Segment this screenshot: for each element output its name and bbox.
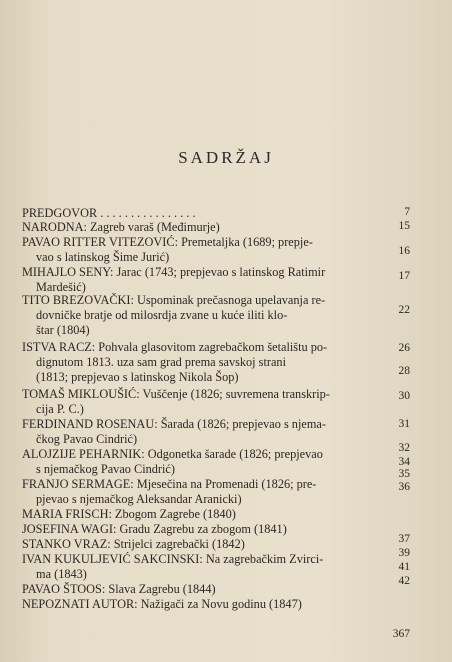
toc-entry: MIHAJLO SENY: Jarac (1743; prepjevao s latinskog Ratimir Mardešić) [22,265,326,294]
toc-entry: FRANJO SERMAGE: Mjesečina na Promenadi (1826; pre- pjevao s njemačkog Aleksandar Aranicki) [22,477,317,506]
toc-entry: PREDGOVOR . . . . . . . . . . . . . . . . [22,206,196,220]
page-folio: 367 [392,628,410,640]
toc-entry: JOSEFINA WAGI: Gradu Zagrebu za zbogom (1841) [22,522,287,536]
toc-page-number: 26 [398,342,410,354]
toc-page-number: 39 [398,547,410,559]
toc-page-number: 37 [398,533,410,545]
toc-entry: PAVAO ŠTOOS: Slava Zagrebu (1844) [22,582,216,596]
toc-entry: TOMAŠ MIKLOUŠIĆ: Vuščenje (1826; suvremena transkrip- cija P. C.) [22,387,330,416]
toc-page-number: 42 [398,575,410,587]
toc-entry: NEPOZNATI AUTOR: Nažigači za Novu godinu (1847) [22,597,302,611]
toc-entry: MARIA FRISCH: Zbogom Zagrebe (1840) [22,507,236,521]
toc-entry: STANKO VRAZ: Strijelci zagrebački (1842) [22,537,245,551]
toc-page-number: 7 [404,206,410,218]
toc-page-number: 36 [398,481,410,493]
toc-page-number: 30 [398,390,410,402]
toc-entry: ISTVA RACZ: Pohvala glasovitom zagrebačkom šetalištu po- dignutom 1813. uza sam grad prema savskoj strani (1813; prepjevao s latinskog Nikola Šop) [22,340,328,384]
page-title: SADRŽAJ [178,148,274,167]
toc-entry: TITO BREZOVAČKI: Uspominak prečasnoga upelavanja re- dovničke bratje od milosrdja zvane u kuće iliti klo- štar (1804) [22,293,326,337]
toc-entry: PAVAO RITTER VITEZOVIĆ: Premetaljka (1689; prepje- vao s latinskog Šime Jurić) [22,235,313,264]
toc-page-number: 28 [398,365,410,377]
toc-page-number: 34 [398,456,410,468]
toc-entry: NARODNA: Zagreb varaš (Međimurje) [22,220,220,234]
toc-entry: ALOJZIJE PEHARNIK: Odgonetka šarade (1826; prepjevao s njemačkog Pavao Cindrić) [22,447,323,476]
toc-page-number: 17 [398,270,410,282]
toc-page-number: 22 [398,304,410,316]
toc-page-number: 31 [398,418,410,430]
toc-page-number: 35 [398,468,410,480]
toc-page-number: 41 [398,561,410,573]
toc-entry: IVAN KUKULJEVIĆ SAKCINSKI: Na zagrebačkim Zvirci- ma (1843) [22,552,324,581]
toc-entry: FERDINAND ROSENAU: Šarada (1826; prepjevao s njema- čkog Pavao Cindrić) [22,417,326,446]
toc-page-number: 32 [398,442,410,454]
toc-page-number: 15 [398,220,410,232]
toc-page-number: 16 [398,245,410,257]
